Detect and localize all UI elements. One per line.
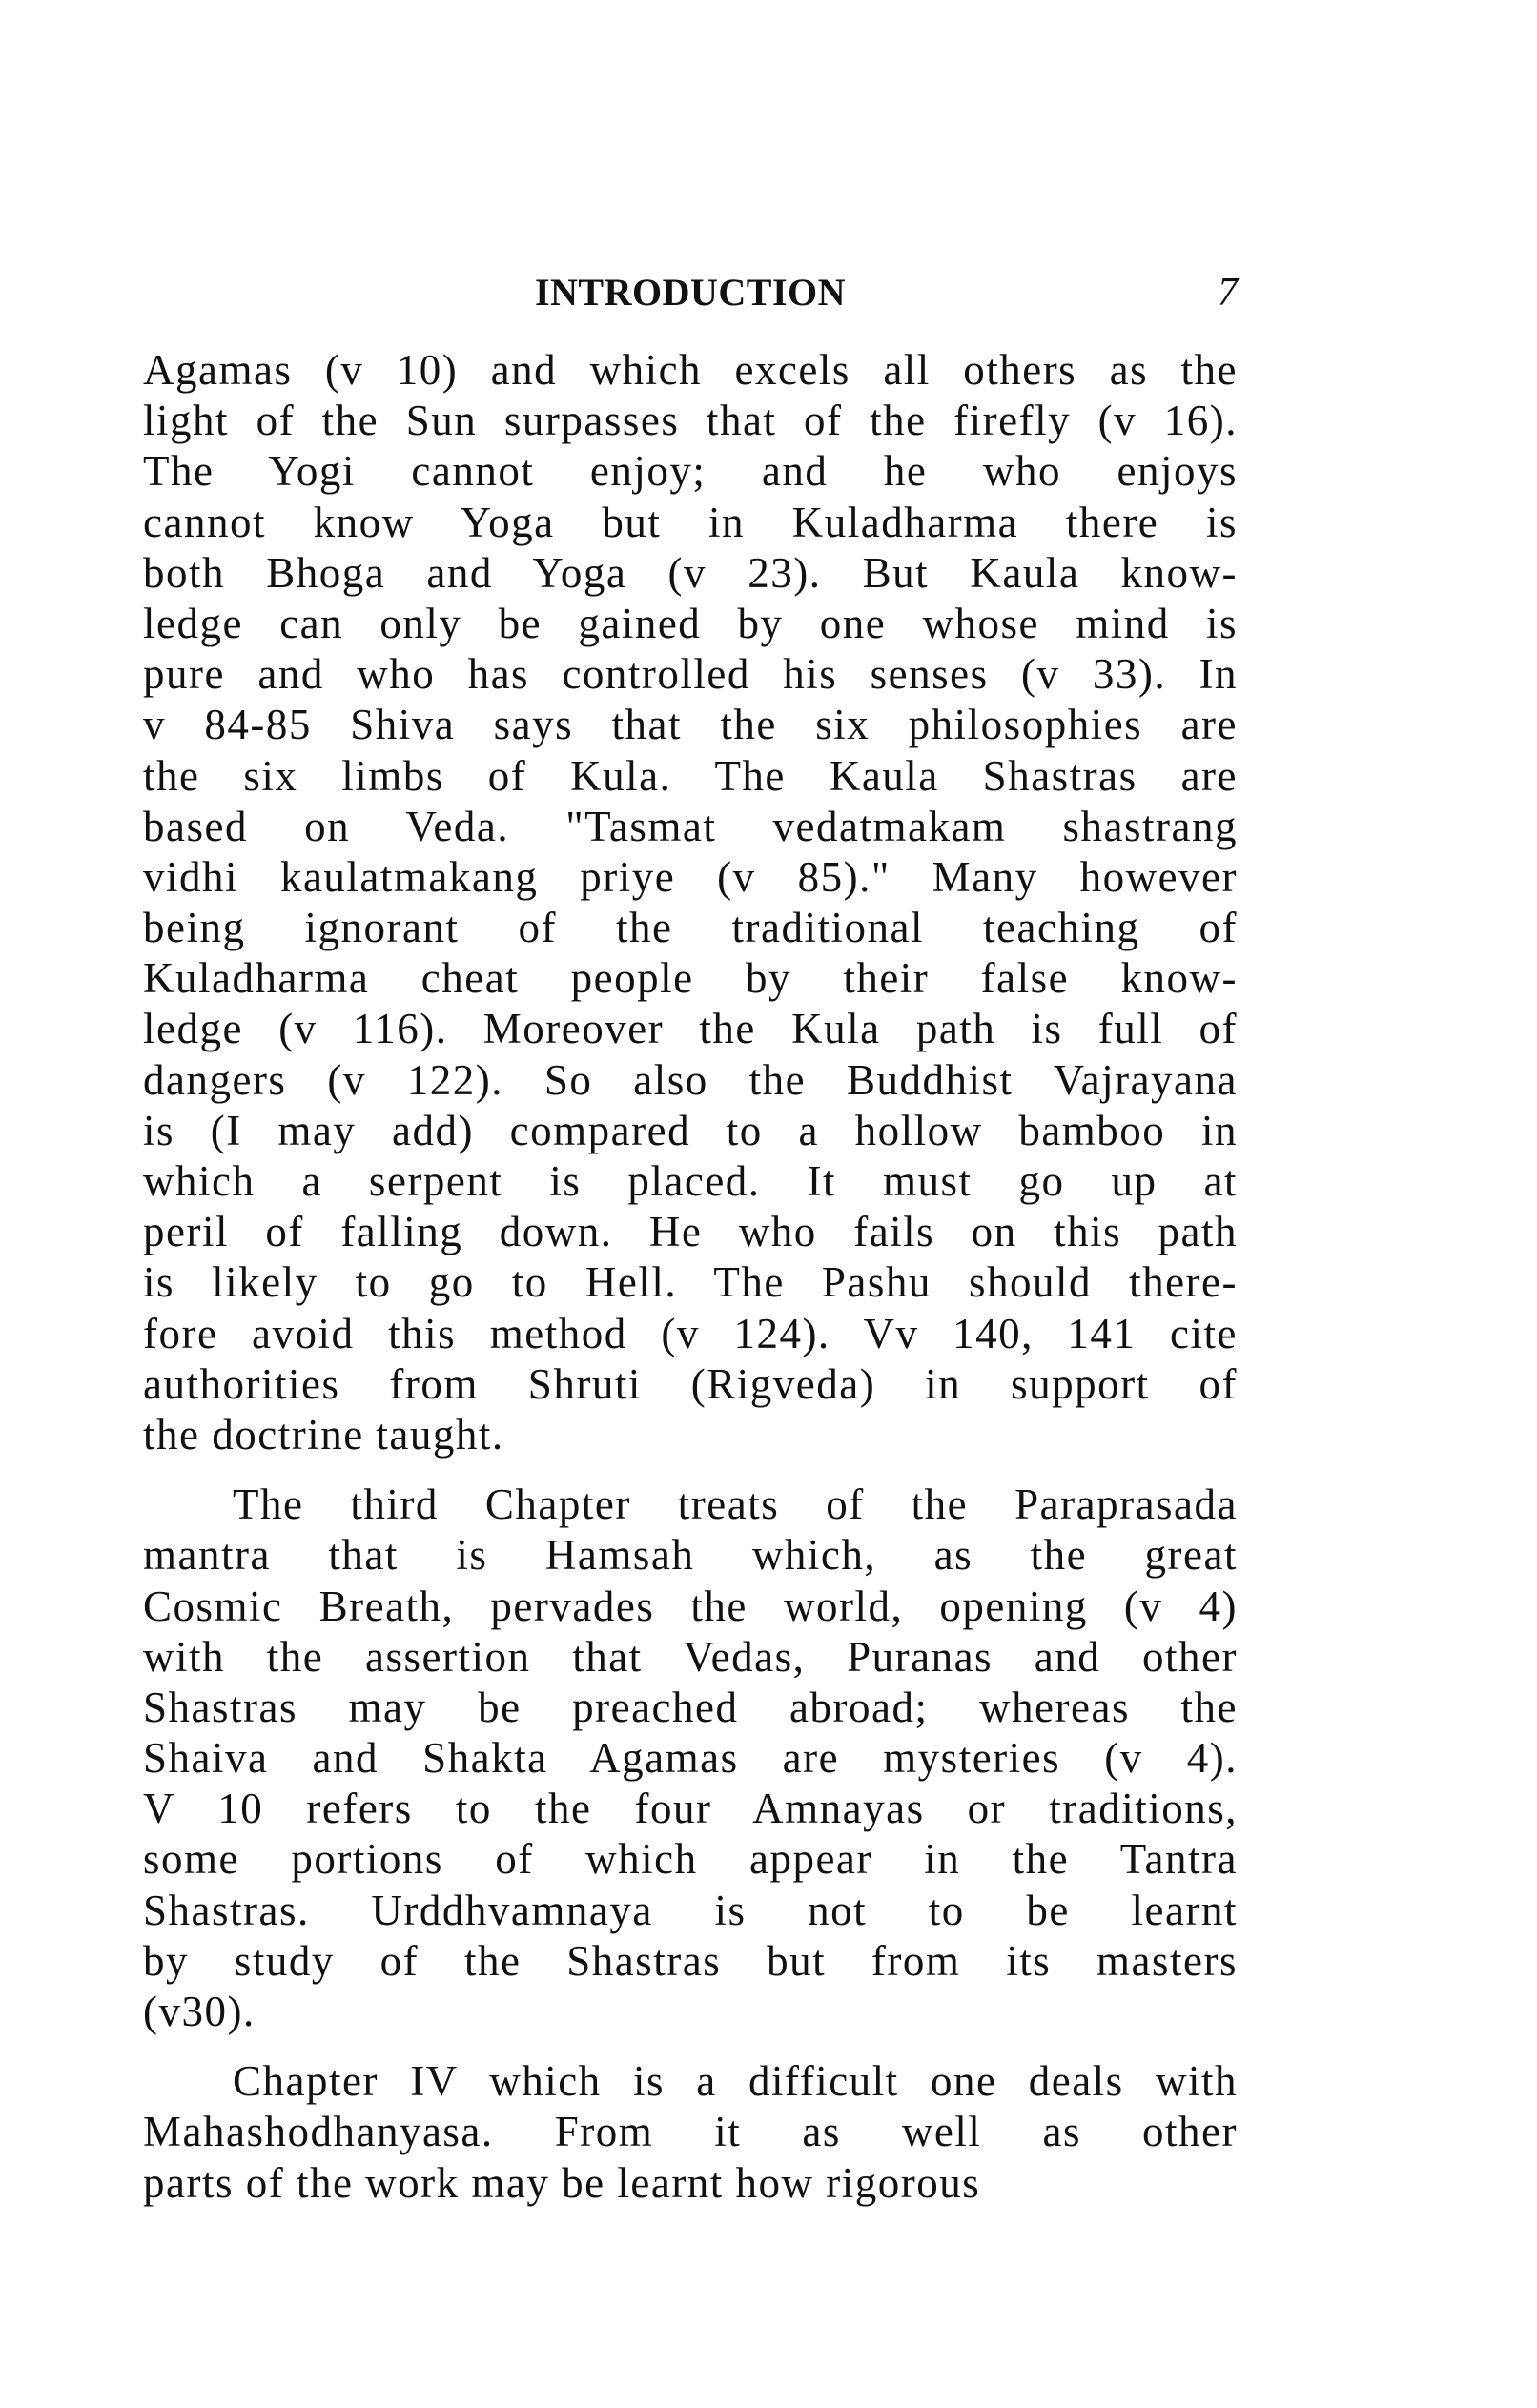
text-line: The Yogi cannot enjoy; and he who enjoys [143,447,1238,496]
text-line: ledge can only be gained by one whose mind is [143,599,1238,647]
text-line: Agamas (v 10) and which excels all others as the [143,346,1238,394]
text-line: Chapter IV which is a difficult one deals with [233,2057,1238,2106]
text-line: the doctrine taught. [143,1410,504,1459]
running-head-title: INTRODUCTION [534,271,847,314]
text-line: fore avoid this method (v 124). Vv 140, 141 cite [143,1309,1238,1357]
running-head [143,270,1238,323]
text-line: being ignorant of the traditional teaching of [143,904,1238,952]
text-line: some portions of which appear in the Tantra [143,1835,1238,1884]
text-line: V 10 refers to the four Amnayas or traditions, [143,1785,1238,1833]
text-line: The third Chapter treats of the Paraprasada [233,1480,1238,1529]
paragraph [143,2056,1238,2209]
text-line: the six limbs of Kula. The Kaula Shastras are [143,751,1238,800]
text-line: vidhi kaulatmakang priye (v 85)." Many however [143,852,1238,901]
text-line: which a serpent is placed. It must go up at [143,1157,1238,1205]
text-line: light of the Sun surpasses that of the firefly (v 16). [143,397,1238,445]
text-line: mantra that is Hamsah which, as the great [143,1531,1238,1580]
text-line: dangers (v 122). So also the Buddhist Vajrayana [143,1055,1238,1104]
text-line: (v30). [143,1988,256,2035]
text-line: cannot know Yoga but in Kuladharma there is [143,498,1238,546]
paragraph-gap [143,1460,1238,1479]
text-line: ledge (v 116). Moreover the Kula path is full of [143,1005,1238,1053]
text-line: authorities from Shruti (Rigveda) in support of [143,1359,1238,1408]
text-line: Shastras may be preached abroad; whereas the [143,1683,1238,1731]
body-text [143,345,1238,2209]
paragraph [143,1479,1238,2037]
text-line: Shastras. Urddhvamnaya is not to be learnt [143,1886,1238,1934]
text-line: is likely to go to Hell. The Pashu should there- [143,1258,1238,1307]
paragraph-gap [143,2037,1238,2056]
text-line: Cosmic Breath, pervades the world, opening (v 4) [143,1582,1238,1630]
text-line: Mahashodhanyasa. From it as well as other [143,2108,1238,2156]
text-line: based on Veda. "Tasmat vedatmakam shastrang [143,802,1238,850]
text-line: Kuladharma cheat people by their false know- [143,954,1238,1003]
text-line: parts of the work may be learnt how rigorous [143,2158,981,2207]
text-line: both Bhoga and Yoga (v 23). But Kaula know- [143,548,1238,597]
text-line: pure and who has controlled his senses (v 33). In [143,650,1238,699]
text-line: v 84-85 Shiva says that the six philosophies are [143,701,1238,749]
text-line: peril of falling down. He who fails on this path [143,1208,1238,1256]
paragraph [143,345,1238,1460]
text-line: by study of the Shastras but from its masters [143,1936,1238,1985]
page-number: 7 [1218,271,1238,315]
text-line: with the assertion that Vedas, Puranas and other [143,1632,1238,1681]
text-line: is (I may add) compared to a hollow bamboo in [143,1106,1238,1154]
text-line: Shaiva and Shakta Agamas are mysteries (v 4). [143,1734,1238,1783]
